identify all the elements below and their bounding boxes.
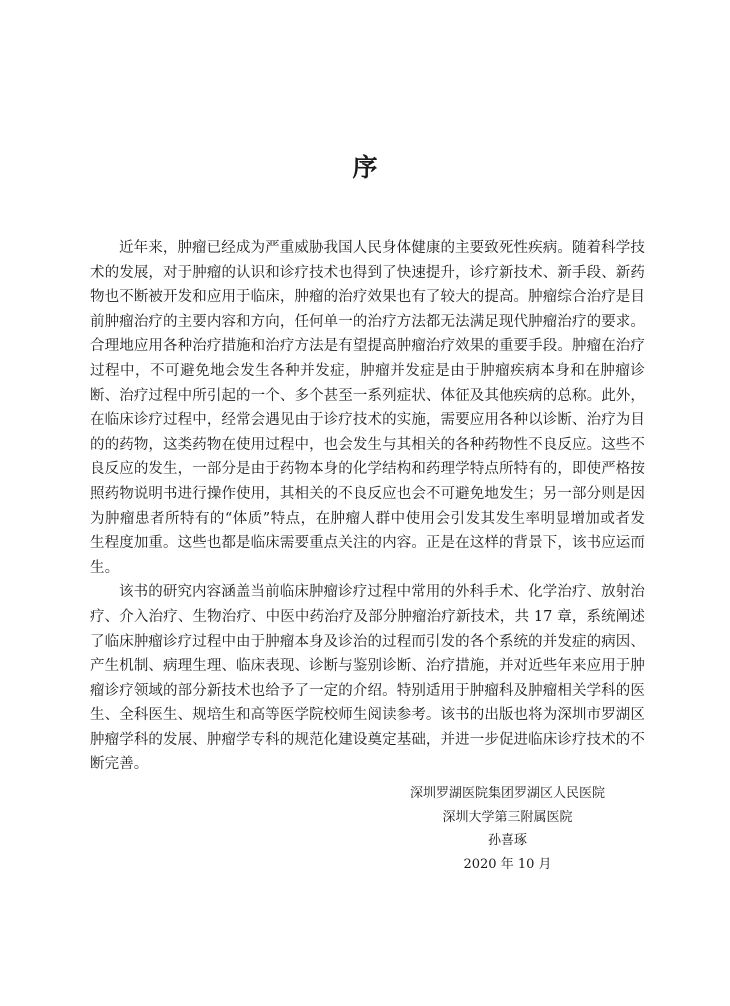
signature-block	[395, 782, 620, 876]
signature-institution-2: 深圳大学第三附属医院	[442, 809, 573, 825]
signature-author: 孙喜琢	[487, 833, 527, 848]
paragraph-2: 该书的研究内容涵盖当前临床肿瘤诊疗过程中常用的外科手术、化学治疗、放射治疗、介入治疗、生物治疗、中医中药治疗及部分肿瘤治疗新技术，共 17 章，系统阐述了临床肿瘤诊疗过程中由于肿瘤本身及诊治的过程而引发的各个系统的并发症的病因、产生机制、病理生理、临床表现、诊断与鉴别诊断、治疗措施，并对近些年来应用于肿瘤诊疗领域的部分新技术也给予了一定的介绍。特别适用于肿瘤科及肿瘤相关学科的医生、全科医生、规培生和高等医学院校师生阅读参考。该书的出版也将为深圳市罗湖区肿瘤学科的发展、肿瘤学专科的规范化建设奠定基础，并进一步促进临床诊疗技术的不断完善。	[90, 584, 645, 773]
signature-institution-1: 深圳罗湖医院集团罗湖区人民医院	[409, 786, 605, 801]
signature-date: 2020 年 10 月	[463, 856, 552, 872]
preface-body	[90, 236, 645, 777]
paragraph-1: 近年来，肿瘤已经成为严重威胁我国人民身体健康的主要致死性疾病。随着科学技术的发展，对于肿瘤的认识和诊疗技术也得到了快速提升，诊疗新技术、新手段、新药物也不断被开发和应用于临床，肿瘤的治疗效果也有了较大的提高。肿瘤综合治疗是目前肿瘤治疗的主要内容和方向，任何单一的治疗方法都无法满足现代肿瘤治疗的要求。合理地应用各种治疗措施和治疗方法是有望提高肿瘤治疗效果的重要手段。肿瘤在治疗过程中，不可避免地会发生各种并发症，肿瘤并发症是由于肿瘤疾病本身和在肿瘤诊断、治疗过程中所引起的一个、多个甚至一系列症状、体征及其他疾病的总称。此外，在临床诊疗过程中，经常会遇见由于诊疗技术的实施，需要应用各种以诊断、治疗为目的的药物，这类药物在使用过程中，也会发生与其相关的各种药物性不良反应。这些不良反应的发生，一部分是由于药物本身的化学结构和药理学特点所特有的，即使严格按照药物说明书进行操作使用，其相关的不良反应也会不可避免地发生；另一部分则是因为肿瘤患者所特有的“体质”特点，在肿瘤人群中使用会引发其发生率明显增加或者发生程度加重。这些也都是临床需要重点关注的内容。正是在这样的背景下，该书应运而生。	[90, 240, 645, 576]
page-title: 序	[352, 153, 378, 182]
